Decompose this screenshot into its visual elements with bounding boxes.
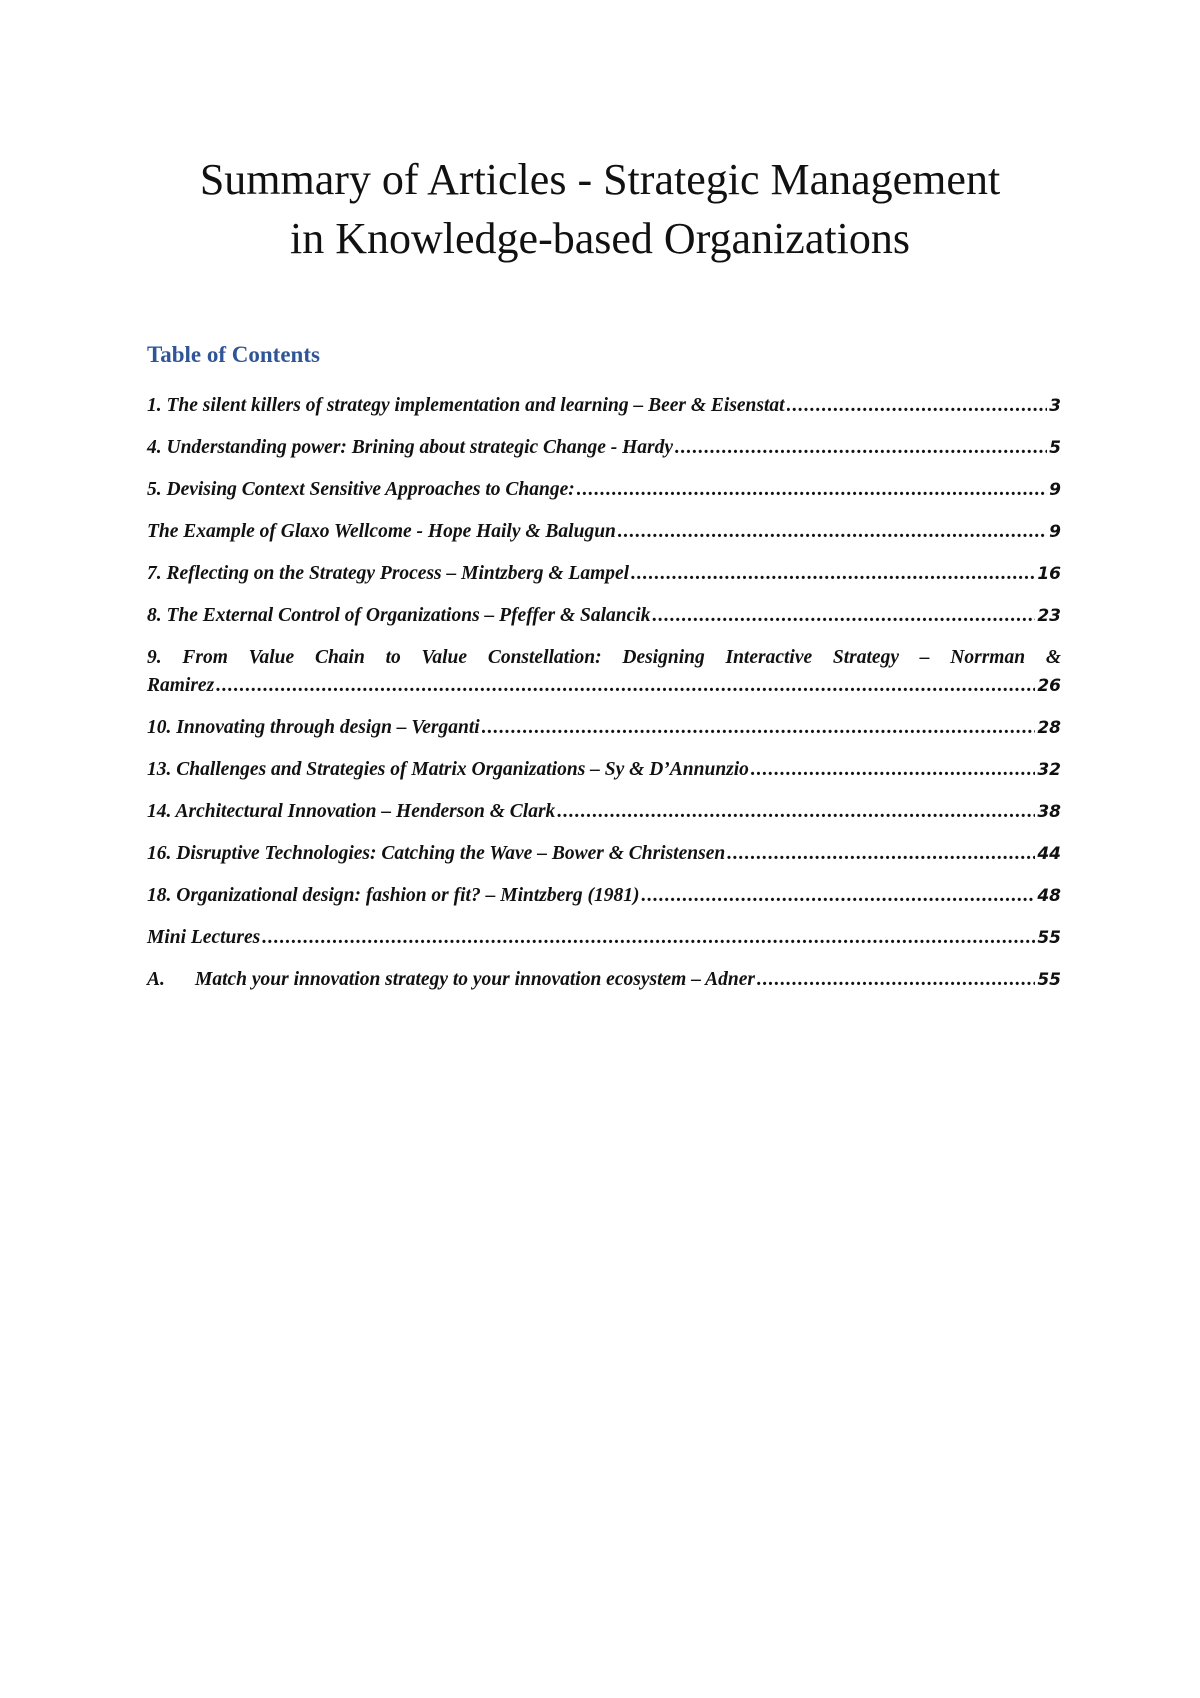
toc-entry-letter: A. (147, 969, 165, 990)
toc-entry-word: Constellation: (487, 647, 602, 668)
toc-entry-word: Strategy (832, 647, 899, 668)
toc-dot-leader (787, 392, 1048, 420)
toc-page-number: 48 (1037, 886, 1061, 906)
toc-entry[interactable] (147, 434, 1061, 462)
toc-entry[interactable] (147, 798, 1061, 826)
toc-entry-word: Norrman (950, 647, 1026, 668)
toc-dot-leader (577, 476, 1047, 504)
toc-entry-word: Value (421, 647, 468, 668)
toc-entry-word: Chain (314, 647, 365, 668)
toc-heading: Table of Contents (147, 342, 320, 367)
toc-entry-word: – (919, 647, 930, 668)
table-of-contents (147, 392, 1061, 1008)
toc-entry-title: 10. Innovating through design – Verganti (147, 717, 480, 738)
toc-dot-leader (216, 672, 1035, 700)
toc-dot-leader (262, 924, 1035, 952)
toc-dot-leader (757, 966, 1035, 994)
toc-entry-word: & (1045, 647, 1061, 668)
toc-entry-title (147, 644, 1061, 672)
toc-entry-title: Mini Lectures (147, 927, 261, 948)
toc-dot-leader (618, 518, 1047, 546)
toc-entry-title: Match your innovation strategy to your innovation ecosystem – Adner (195, 969, 755, 990)
toc-entry-word: Designing (622, 647, 705, 668)
toc-page-number: 16 (1037, 564, 1061, 584)
toc-page-number: 3 (1049, 396, 1061, 416)
toc-page-number: 23 (1037, 606, 1061, 626)
toc-entry[interactable] (147, 644, 1061, 700)
toc-entry-title: 13. Challenges and Strategies of Matrix Organizations – Sy & D’Annunzio (147, 759, 749, 780)
toc-entry-word: From (182, 647, 228, 668)
toc-entry-title: 4. Understanding power: Brining about strategic Change - Hardy (147, 437, 674, 458)
toc-page-number: 55 (1037, 928, 1061, 948)
toc-entry[interactable] (147, 966, 1061, 994)
toc-entry-title: 16. Disruptive Technologies: Catching the Wave – Bower & Christensen (147, 843, 726, 864)
toc-dot-leader (652, 602, 1035, 630)
toc-page-number: 32 (1037, 760, 1061, 780)
toc-dot-leader (631, 560, 1035, 588)
toc-entry-word: to (385, 647, 401, 668)
document-title-line-2: in Knowledge-based Organizations (290, 214, 910, 263)
toc-dot-leader (751, 756, 1035, 784)
document-title-line-1: Summary of Articles - Strategic Management (199, 155, 1001, 204)
toc-dot-leader (727, 840, 1035, 868)
toc-dot-leader (675, 434, 1047, 462)
toc-entry-title: 1. The silent killers of strategy implementation and learning – Beer & Eisenstat (147, 395, 785, 416)
toc-entry-title: 14. Architectural Innovation – Henderson & Clark (147, 801, 556, 822)
toc-entry[interactable] (147, 840, 1061, 868)
document-title (100, 150, 1100, 268)
toc-page-number: 28 (1037, 718, 1061, 738)
toc-entry[interactable] (147, 882, 1061, 910)
toc-entry-title: The Example of Glaxo Wellcome - Hope Haily & Balugun (147, 521, 616, 542)
toc-page-number: 38 (1037, 802, 1061, 822)
toc-entry-word: Interactive (725, 647, 813, 668)
toc-page-number: 44 (1037, 844, 1061, 864)
toc-entry-title: 5. Devising Context Sensitive Approaches to Change: (147, 479, 575, 500)
toc-entry[interactable] (147, 392, 1061, 420)
toc-dot-leader (641, 882, 1035, 910)
toc-entry[interactable] (147, 476, 1061, 504)
toc-entry-word: Value (248, 647, 295, 668)
toc-page-number: 9 (1049, 480, 1061, 500)
toc-entry-title: 18. Organizational design: fashion or fit? – Mintzberg (1981) (147, 885, 640, 906)
toc-entry-title: 8. The External Control of Organizations – Pfeffer & Salancik (147, 605, 651, 626)
toc-page-number: 26 (1037, 676, 1061, 696)
toc-entry[interactable] (147, 560, 1061, 588)
toc-page-number: 9 (1049, 522, 1061, 542)
toc-entry[interactable] (147, 714, 1061, 742)
toc-page-number: 55 (1037, 970, 1061, 990)
toc-entry[interactable] (147, 924, 1061, 952)
toc-dot-leader (557, 798, 1035, 826)
toc-entry[interactable] (147, 756, 1061, 784)
toc-page-number: 5 (1049, 438, 1061, 458)
toc-entry[interactable] (147, 518, 1061, 546)
toc-entry-title-continuation: Ramirez (147, 675, 215, 696)
toc-entry-word: 9. (147, 647, 162, 668)
toc-entry[interactable] (147, 602, 1061, 630)
toc-dot-leader (482, 714, 1036, 742)
toc-entry-title: 7. Reflecting on the Strategy Process – Mintzberg & Lampel (147, 563, 630, 584)
